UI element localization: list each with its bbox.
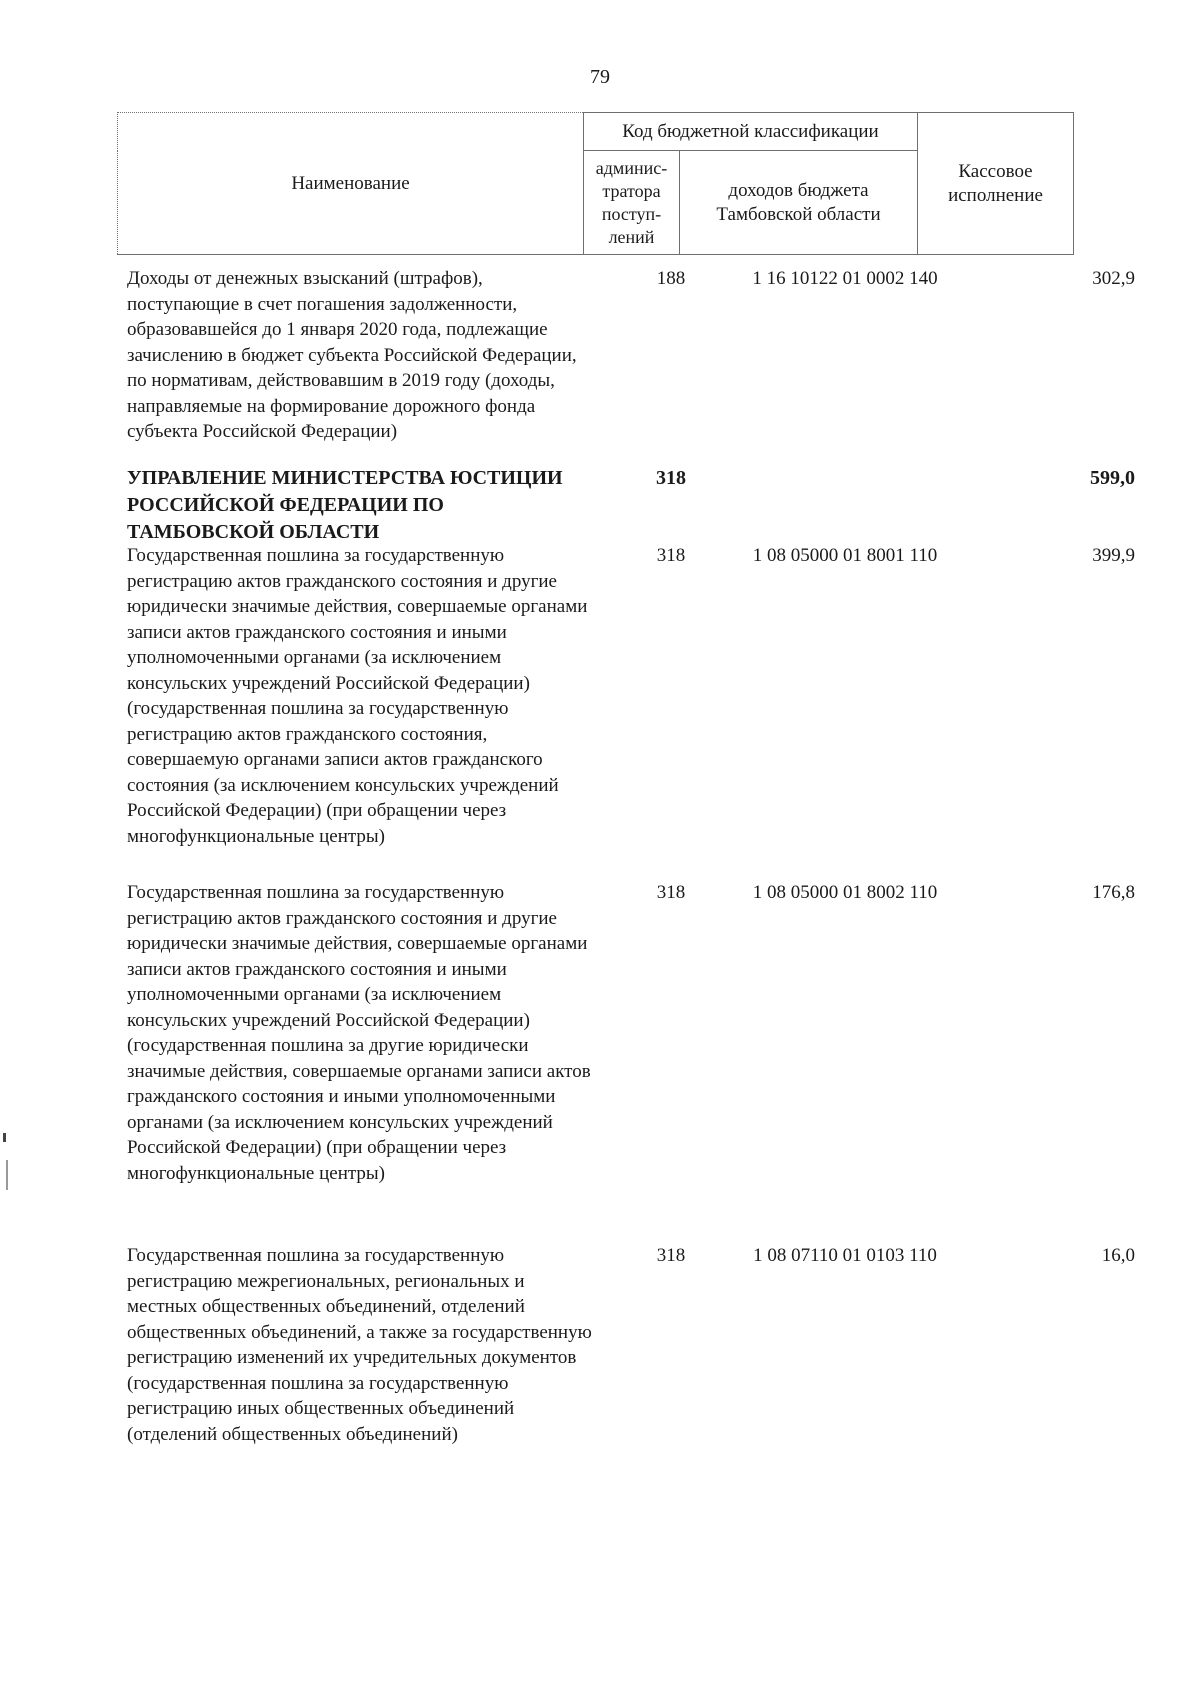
row-income-code: 1 16 10122 01 0002 140 xyxy=(752,268,938,289)
header-name: Наименование xyxy=(118,113,584,255)
row-admin-code: 318 xyxy=(656,467,686,489)
header-budget-code-group: Код бюджетной классификации xyxy=(584,113,918,151)
scan-speck xyxy=(3,1133,6,1142)
row-name: Доходы от денежных взысканий (штрафов), поступающие в счет погашения задолженности, образовавшейся до 1 января 2020 года, подлежащие зачислению в бюджет субъекта Российской Федерации, по нормативам, действовавшим в 2019 году (доходы, направляемые на формирование дорожного фонда субъекта Российской Федерации) xyxy=(127,268,577,442)
row-amount: 302,9 xyxy=(1092,268,1135,289)
row-admin-code: 188 xyxy=(656,268,686,289)
row-name: Государственная пошлина за государственную регистрацию межрегиональных, региональных и местных общественных объединений, отделений общественных объединений, а также за государственную регистрацию изменений их учредительных документов (государственная пошлина за государственную регистрацию иных общественных объединений (отделений общественных объединений) xyxy=(127,1245,592,1445)
row-income-code: 1 08 05000 01 8002 110 xyxy=(752,882,938,903)
row-amount: 176,8 xyxy=(1092,882,1135,903)
row-income-code: 1 08 07110 01 0103 110 xyxy=(753,1245,937,1266)
header-income: доходов бюджета Тамбовской области xyxy=(680,151,918,255)
row-name: Государственная пошлина за государственную регистрацию актов гражданского состояния и другие юридически значимые действия, совершаемые органами записи актов гражданского состояния и иными уполномоченными органами (за исключением консульских учреждений Российской Федерации) (государственная пошлина за государственную регистрацию актов гражданского состояния, совершаемую органами записи актов гражданского состояния (за исключением консульских учреждений Российской Федерации) (при обращении через многофункциональные центры) xyxy=(127,545,588,847)
row-admin-code: 318 xyxy=(656,882,686,903)
row-admin-code: 318 xyxy=(656,545,686,566)
row-amount: 599,0 xyxy=(1090,467,1135,489)
page-number: 79 xyxy=(590,66,610,88)
row-income-code: 1 08 05000 01 8001 110 xyxy=(752,545,938,566)
row-name: УПРАВЛЕНИЕ МИНИСТЕРСТВА ЮСТИЦИИ РОССИЙСКОЙ ФЕДЕРАЦИИ ПО ТАМБОВСКОЙ ОБЛАСТИ xyxy=(127,467,563,543)
row-name: Государственная пошлина за государственную регистрацию актов гражданского состояния и другие юридически значимые действия, совершаемые органами записи актов гражданского состояния и иными уполномоченными органами (за исключением консульских учреждений Российской Федерации) (государственная пошлина за другие юридически значимые действия, совершаемые органами записи актов гражданского состояния и иными уполномоченными органами (за исключением консульских учреждений Российской Федерации) (при обращении через многофункциональные центры) xyxy=(127,882,591,1184)
row-admin-code: 318 xyxy=(656,1245,686,1266)
header-admin: админис- тратора поступ- лений xyxy=(584,151,680,255)
row-amount: 16,0 xyxy=(1101,1245,1135,1266)
header-execution: Кассовое исполнение xyxy=(918,113,1074,255)
scan-speck xyxy=(6,1160,8,1190)
table-header xyxy=(117,112,1074,255)
row-amount: 399,9 xyxy=(1092,545,1135,566)
